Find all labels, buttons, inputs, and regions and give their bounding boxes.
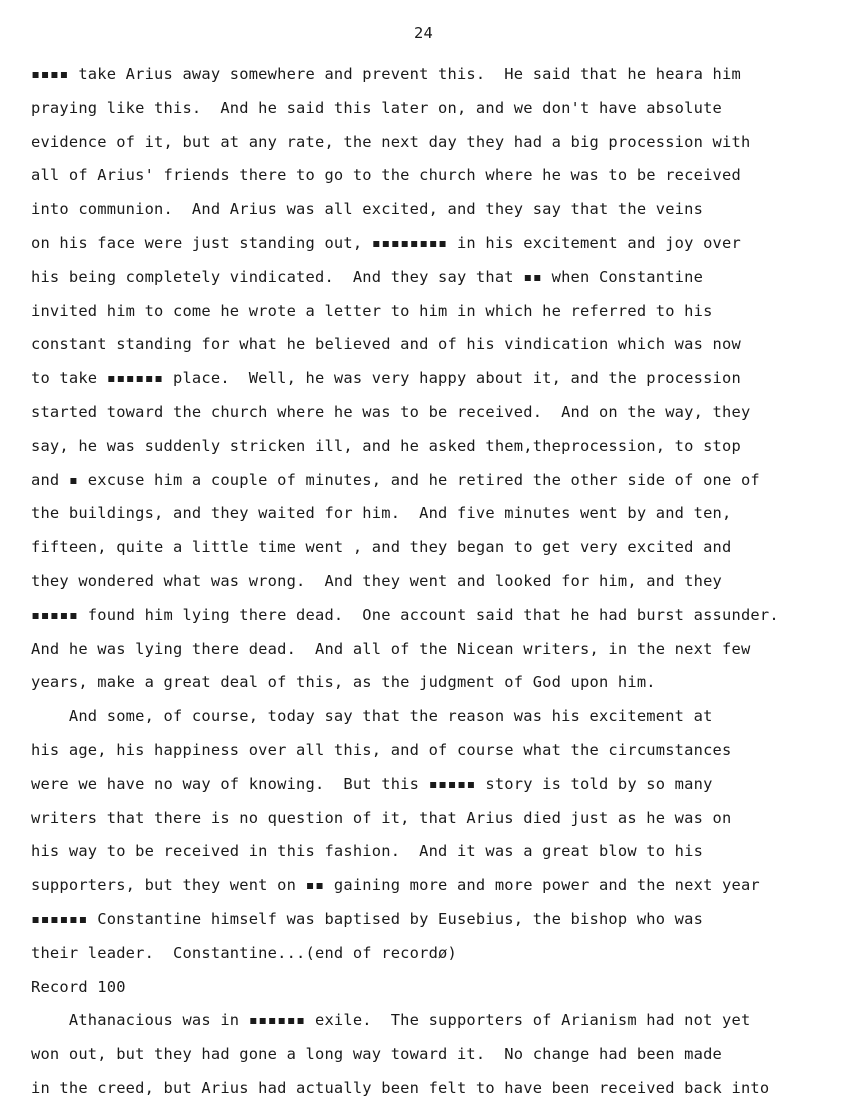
text-line: praying like this. And he said this later on, and we don't have absolute — [31, 98, 723, 117]
text-line: And some, of course, today say that the reason was his excitement at — [31, 707, 713, 726]
text-line: supporters, but they went on ▪▪ gaining more and more power and the next year — [31, 876, 760, 895]
text-line: they wondered what was wrong. And they went and looked for him, and they — [31, 571, 723, 590]
text-line: to take ▪▪▪▪▪▪ place. Well, he was very happy about it, and the procession — [31, 369, 741, 388]
text-line: started toward the church where he was to be received. And on the way, they — [31, 402, 751, 421]
text-line: on his face were just standing out, ▪▪▪▪▪▪▪▪ in his excitement and joy over — [31, 233, 741, 252]
text-line: all of Arius' friends there to go to the church where he was to be received — [31, 166, 741, 185]
page-number: 24 — [414, 24, 433, 42]
text-line: the buildings, and they waited for him. And five minutes went by and ten, — [31, 504, 732, 523]
text-line: ▪▪▪▪▪▪ Constantine himself was baptised by Eusebius, the bishop who was — [31, 909, 704, 928]
text-line: ▪▪▪▪ take Arius away somewhere and prevent this. He said that he heara him — [31, 65, 741, 83]
text-line: writers that there is no question of it, that Arius died just as he was on — [31, 808, 732, 827]
text-line: years, make a great deal of this, as the judgment of God upon him. — [31, 673, 656, 692]
text-line: constant standing for what he believed and of his vindication which was now — [31, 335, 741, 354]
text-line: ▪▪▪▪▪ found him lying there dead. One account said that he had burst assunder. — [31, 605, 779, 624]
text-line: evidence of it, but at any rate, the next day they had a big procession with — [31, 132, 751, 151]
text-line: invited him to come he wrote a letter to him in which he referred to his — [31, 301, 713, 320]
text-line: say, he was suddenly stricken ill, and he asked them,theprocession, to stop — [31, 436, 741, 455]
text-line: were we have no way of knowing. But this ▪▪▪▪▪ story is told by so many — [31, 774, 713, 793]
body-text — [31, 58, 843, 1106]
text-line: fifteen, quite a little time went , and they began to get very excited and — [31, 538, 732, 557]
section-heading: Record 100 — [31, 977, 126, 996]
text-line: Athanacious was in ▪▪▪▪▪▪ exile. The supporters of Arianism had not yet — [31, 1011, 751, 1030]
text-line: their leader. Constantine...(end of recordø) — [31, 943, 457, 962]
text-line: in the creed, but Arius had actually been felt to have been received back into — [31, 1078, 770, 1097]
text-line: won out, but they had gone a long way toward it. No change had been made — [31, 1045, 723, 1064]
text-line: his way to be received in this fashion. And it was a great blow to his — [31, 842, 704, 861]
text-line: And he was lying there dead. And all of the Nicean writers, in the next few — [31, 639, 751, 658]
text-line: his being completely vindicated. And they say that ▪▪ when Constantine — [31, 267, 704, 286]
text-line: into communion. And Arius was all excited, and they say that the veins — [31, 200, 704, 219]
text-line: his age, his happiness over all this, and of course what the circumstances — [31, 740, 732, 759]
text-line: and ▪ excuse him a couple of minutes, and he retired the other side of one of — [31, 470, 760, 489]
